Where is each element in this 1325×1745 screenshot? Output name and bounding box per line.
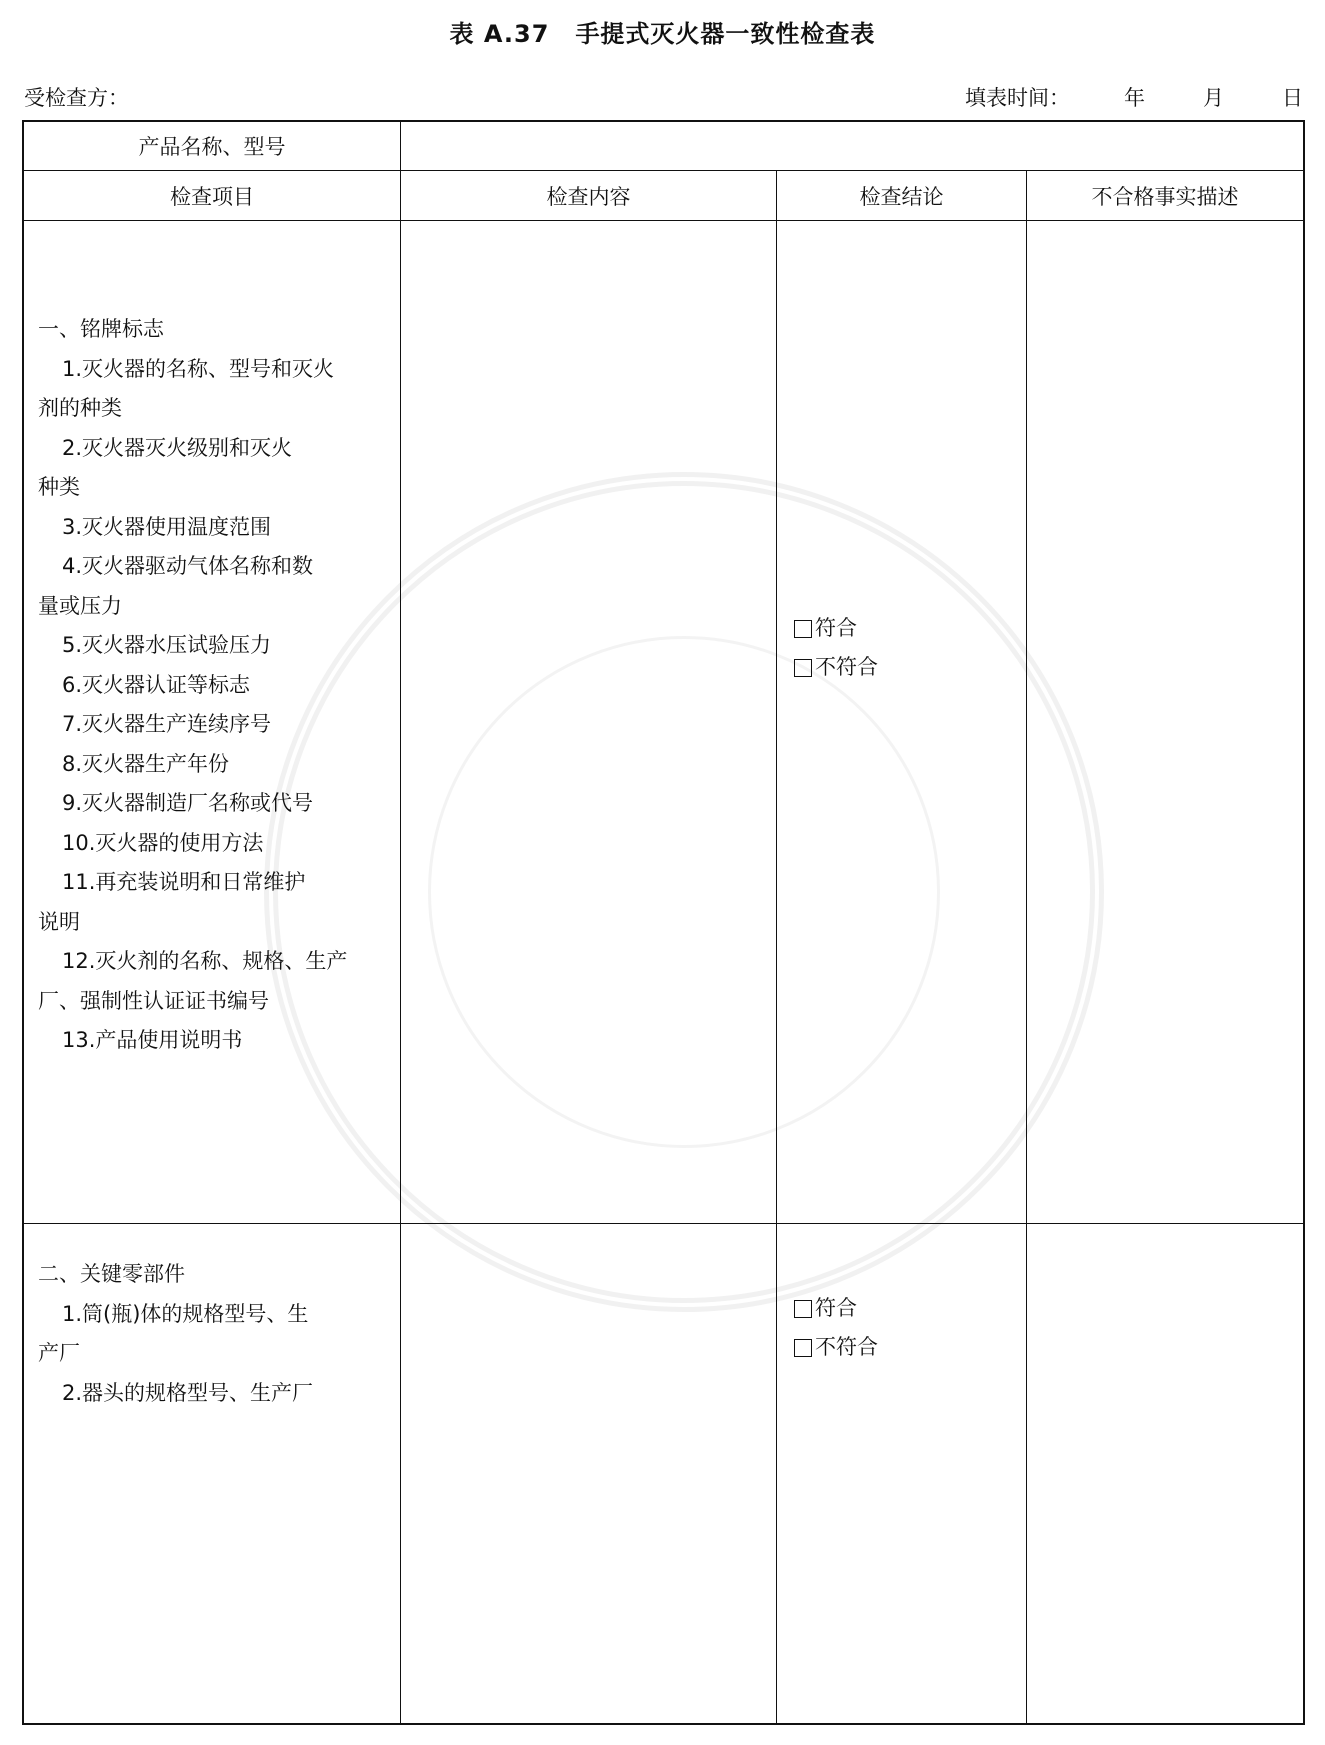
- list-item: 1.筒(瓶)体的规格型号、生: [62, 1301, 309, 1326]
- section-heading: 一、铭牌标志: [38, 317, 164, 341]
- list-item: 厂、强制性认证证书编号: [38, 988, 269, 1013]
- column-divider: [776, 170, 777, 1723]
- section-nameplate-conclusion: [794, 609, 878, 687]
- table-number: 表 A.37: [449, 20, 550, 48]
- list-item: 7.灭火器生产连续序号: [62, 712, 272, 736]
- product-label: 产品名称、型号: [138, 135, 286, 159]
- list-item: 5.灭火器水压试验压力: [62, 633, 272, 657]
- list-item: 3.灭火器使用温度范围: [62, 514, 272, 539]
- year-label: 年: [1124, 86, 1145, 110]
- row-divider: [24, 220, 1303, 221]
- list-item: 6.灭火器认证等标志: [62, 672, 251, 697]
- nonconform-option[interactable]: 不符合: [794, 648, 878, 687]
- nonconform-option[interactable]: 不符合: [794, 1328, 878, 1367]
- checkbox-icon[interactable]: [794, 1300, 812, 1318]
- section-components-items: [38, 1255, 394, 1413]
- checkbox-icon[interactable]: [794, 659, 812, 677]
- column-header-conclusion: 检查结论: [859, 184, 944, 209]
- section-components-conclusion: [794, 1289, 878, 1367]
- product-value-field[interactable]: [401, 122, 1303, 170]
- list-item: 量或压力: [38, 593, 122, 618]
- day-label: 日: [1282, 86, 1303, 110]
- conform-option[interactable]: 符合: [794, 1289, 878, 1328]
- conform-option[interactable]: 符合: [794, 609, 878, 648]
- inspection-table: [22, 120, 1305, 1725]
- list-item: 9.灭火器制造厂名称或代号: [62, 791, 314, 815]
- list-item: 12.灭火剂的名称、规格、生产: [62, 949, 348, 973]
- inspected-party-label: 受检查方：: [24, 86, 129, 110]
- column-header-content: 检查内容: [546, 184, 631, 209]
- list-item: 2.器头的规格型号、生产厂: [62, 1380, 314, 1405]
- column-divider: [400, 122, 401, 1723]
- list-item: 1.灭火器的名称、型号和灭火: [62, 356, 335, 381]
- page-title: [0, 14, 1325, 49]
- checkbox-icon[interactable]: [794, 1339, 812, 1357]
- row-divider: [24, 1223, 1303, 1224]
- column-header-item: 检查项目: [170, 184, 254, 209]
- list-item: 4.灭火器驱动气体名称和数: [62, 554, 314, 578]
- checkbox-icon[interactable]: [794, 620, 812, 638]
- list-item: 种类: [38, 475, 80, 499]
- fill-date: [965, 82, 1303, 112]
- month-label: 月: [1203, 86, 1224, 110]
- section-heading: 二、关键零部件: [38, 1262, 185, 1286]
- list-item: 10.灭火器的使用方法: [62, 830, 264, 855]
- column-divider: [1026, 170, 1027, 1723]
- list-item: 说明: [38, 909, 80, 934]
- column-header-nonconformity: 不合格事实描述: [1091, 184, 1239, 209]
- section-nameplate-items: [38, 310, 394, 1061]
- table-title: 手提式灭火器一致性检查表: [575, 20, 876, 48]
- list-item: 产厂: [38, 1341, 80, 1365]
- list-item: 2.灭火器灭火级别和灭火: [62, 435, 293, 460]
- fill-date-label: 填表时间：: [965, 86, 1070, 110]
- list-item: 11.再充装说明和日常维护: [62, 870, 306, 894]
- list-item: 剂的种类: [38, 396, 122, 420]
- list-item: 13.产品使用说明书: [62, 1028, 243, 1052]
- list-item: 8.灭火器生产年份: [62, 751, 230, 776]
